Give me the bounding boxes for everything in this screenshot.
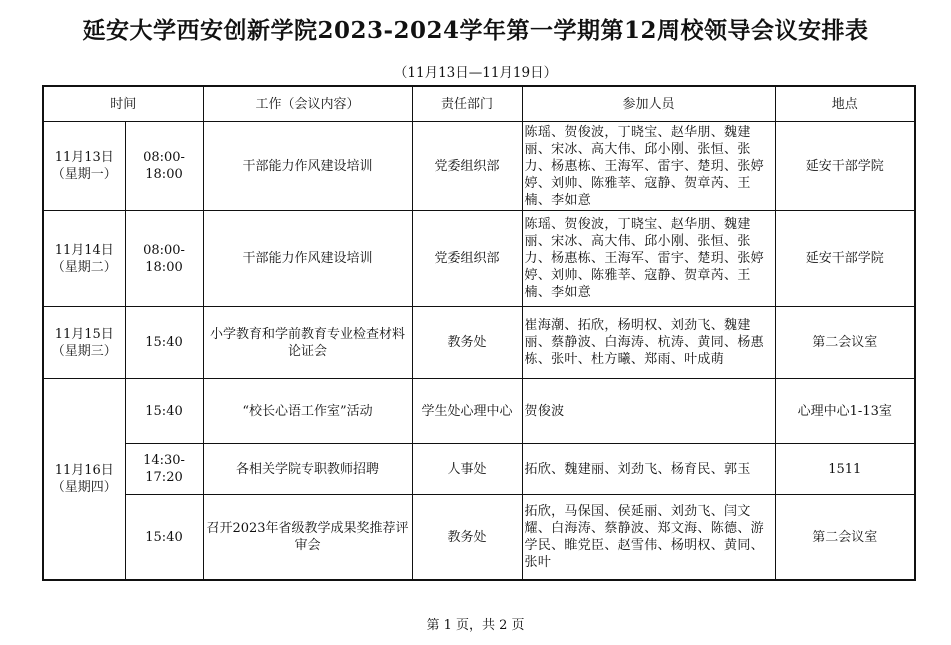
table-row (43, 211, 915, 307)
time-cell: 14:30-17:20 (125, 444, 203, 495)
time-cell: 15:40 (125, 379, 203, 444)
work-cell: 干部能力作风建设培训 (203, 211, 412, 307)
location-cell: 延安干部学院 (775, 122, 915, 211)
attendees-cell: 拓欣，马保国、侯延丽、刘劲飞、闫文耀、白海涛、蔡静波、郑文海、陈德、游学民、睢党臣、赵雪伟、杨明权、黄同、张叶 (522, 495, 775, 581)
time-cell: 08:00-18:00 (125, 122, 203, 211)
date-cell (43, 379, 125, 581)
dept-cell: 教务处 (412, 495, 522, 581)
date-text: 11月13日 (54, 150, 114, 165)
work-cell: 干部能力作风建设培训 (203, 122, 412, 211)
time-cell: 15:40 (125, 307, 203, 379)
weekday-text: （星期三） (51, 343, 117, 359)
header-location: 地点 (775, 86, 915, 122)
location-cell: 1511 (775, 444, 915, 495)
time-cell: 08:00-18:00 (125, 211, 203, 307)
table-row (43, 307, 915, 379)
work-cell: 小学教育和学前教育专业检查材料论证会 (203, 307, 412, 379)
header-dept: 责任部门 (412, 86, 522, 122)
weekday-text: （星期四） (51, 480, 117, 495)
dept-cell: 教务处 (412, 307, 522, 379)
date-text: 11月15日 (54, 326, 114, 342)
work-cell: 召开2023年省级教学成果奖推荐评审会 (203, 495, 412, 581)
date-cell (43, 211, 125, 307)
table-row (43, 495, 915, 581)
location-cell: 第二会议室 (775, 307, 915, 379)
header-work: 工作（会议内容） (203, 86, 412, 122)
dept-cell: 学生处心理中心 (412, 379, 522, 444)
location-cell: 延安干部学院 (775, 211, 915, 307)
dept-cell: 党委组织部 (412, 211, 522, 307)
page-title: 延安大学西安创新学院2023-2024学年第一学期第12周校领导会议安排表 (82, 17, 869, 44)
weekday-text: （星期二） (51, 259, 117, 275)
work-cell: 各相关学院专职教师招聘 (203, 444, 412, 495)
attendees-cell: 崔海潮、拓欣，杨明权、刘劲飞、魏建丽、蔡静波、白海涛、杭涛、黄同、杨惠栋、张叶、杜方曦、郑雨、叶成萌 (522, 307, 775, 379)
date-cell (43, 307, 125, 379)
date-text: 11月16日 (54, 463, 114, 478)
schedule-table (42, 85, 916, 581)
date-cell (43, 122, 125, 211)
table-header-row (43, 86, 915, 122)
attendees-cell: 拓欣、魏建丽、刘劲飞、杨育民、郭玉 (522, 444, 775, 495)
header-attendees: 参加人员 (522, 86, 775, 122)
attendees-cell: 贺俊波 (522, 379, 775, 444)
dept-cell: 党委组织部 (412, 122, 522, 211)
location-cell: 第二会议室 (775, 495, 915, 581)
table-row (43, 122, 915, 211)
weekday-text: （星期一） (51, 167, 117, 182)
date-range-subtitle: （11月13日—11月19日） (393, 65, 558, 81)
work-cell: “校长心语工作室”活动 (203, 379, 412, 444)
table-row (43, 444, 915, 495)
attendees-cell: 陈瑶、贺俊波，丁晓宝、赵华朋、魏建丽、宋冰、高大伟、邱小刚、张恒、张力、杨惠栋、王海军、雷宇、楚玥、张婷婷、刘帅、陈雅莘、寇静、贺章芮、王楠、李如意 (522, 122, 775, 211)
dept-cell: 人事处 (412, 444, 522, 495)
header-time: 时间 (43, 86, 203, 122)
date-text: 11月14日 (54, 242, 114, 258)
table-row (43, 379, 915, 444)
attendees-cell: 陈瑶、贺俊波，丁晓宝、赵华朋、魏建丽、宋冰、高大伟、邱小刚、张恒、张力、杨惠栋、王海军、雷宇、楚玥、张婷婷、刘帅、陈雅莘、寇静、贺章芮、王楠、李如意 (522, 211, 775, 307)
page-number-footer: 第 1 页，共 2 页 (426, 618, 525, 633)
time-cell: 15:40 (125, 495, 203, 581)
location-cell: 心理中心1-13室 (775, 379, 915, 444)
